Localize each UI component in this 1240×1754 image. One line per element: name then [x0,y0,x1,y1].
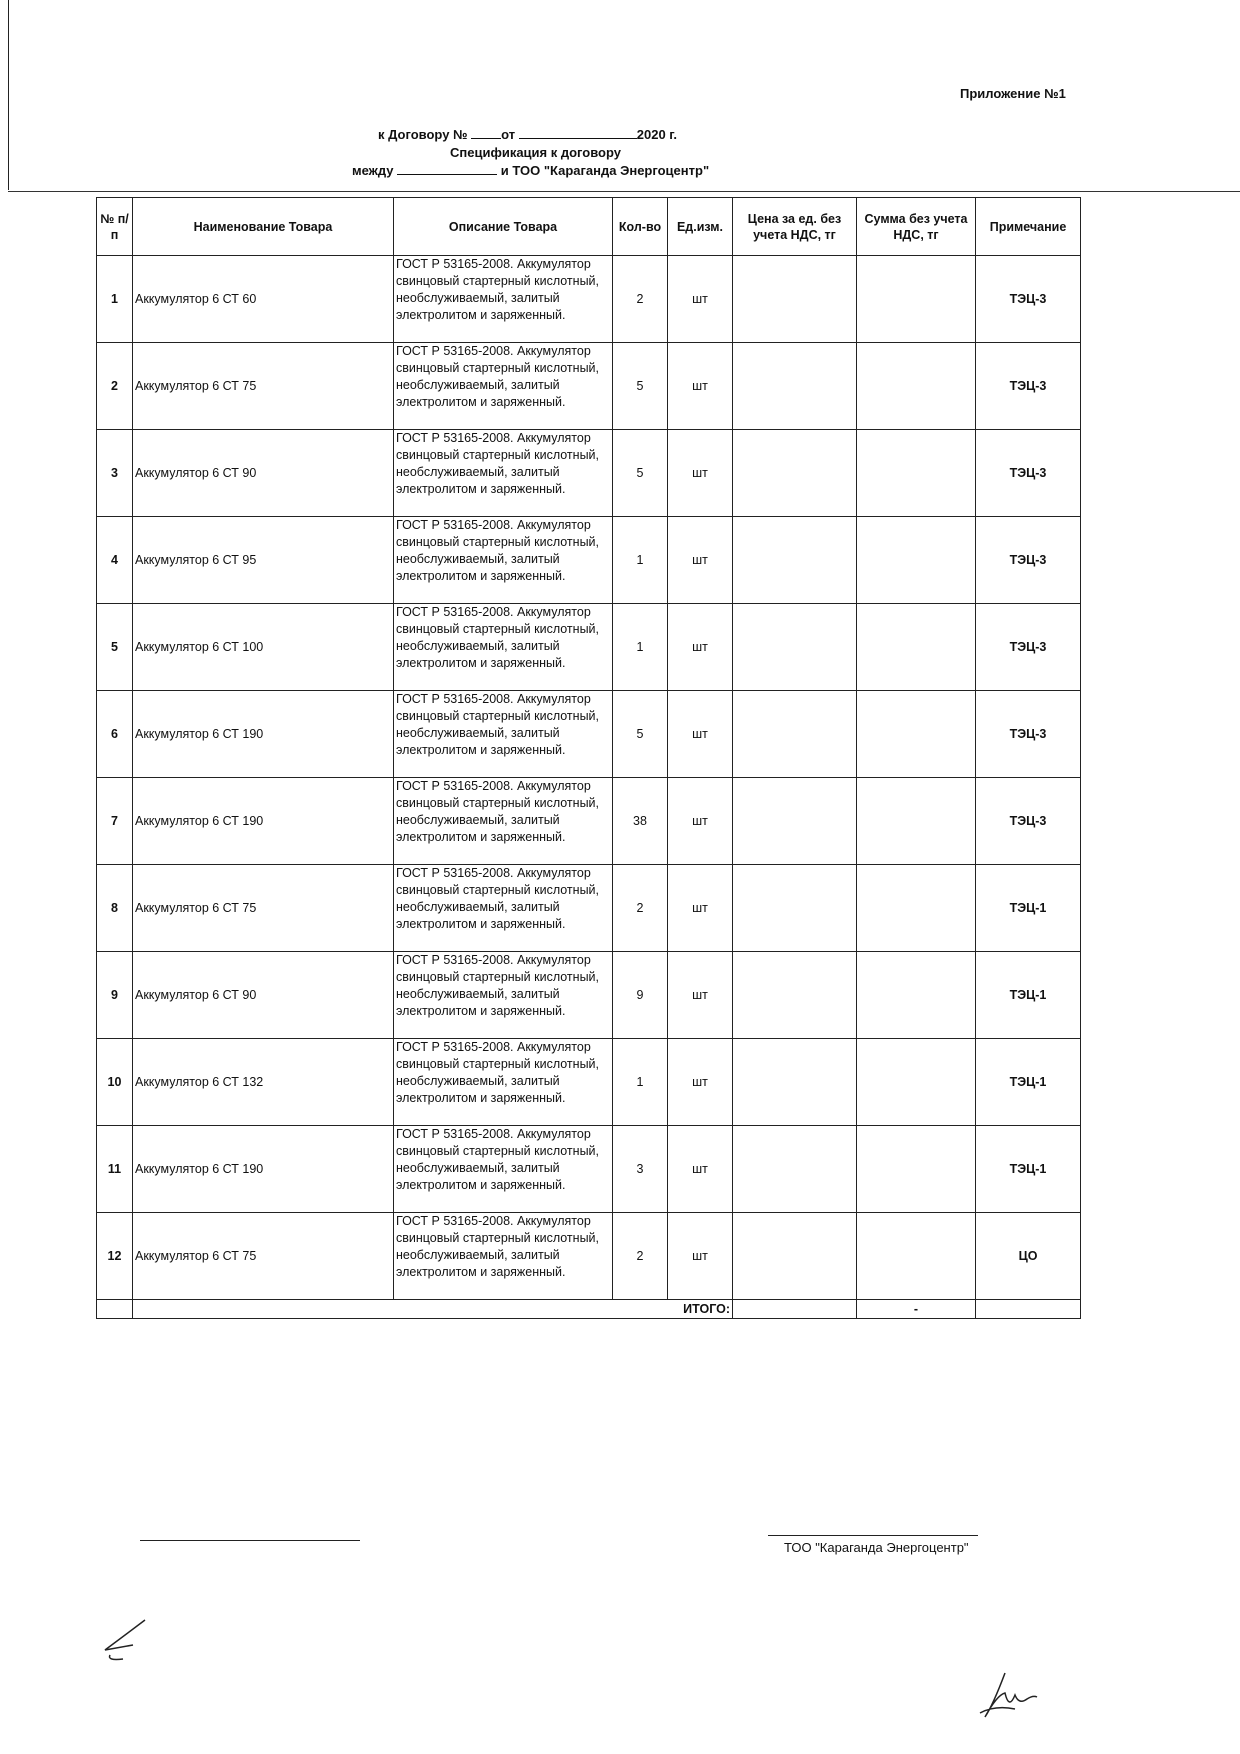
row-name: Аккумулятор 6 СТ 75 [133,865,394,952]
row-unit: шт [668,778,733,865]
row-number: 9 [97,952,133,1039]
row-quantity: 38 [613,778,668,865]
contract-line [300,126,780,144]
contract-number-blank [471,126,501,139]
parties-line [300,162,780,180]
total-sum: - [857,1300,976,1319]
row-price [733,1039,857,1126]
row-price [733,1213,857,1300]
row-sum [857,343,976,430]
row-unit: шт [668,517,733,604]
appendix-label: Приложение №1 [960,86,1066,101]
row-unit: шт [668,952,733,1039]
total-note-cell [976,1300,1081,1319]
row-number: 8 [97,865,133,952]
table-row [97,343,1081,430]
row-sum [857,256,976,343]
row-description: ГОСТ Р 53165-2008. Аккумулятор свинцовый стартерный кислотный, необслуживаемый, залитый электролитом и заряженный. [394,1039,613,1126]
row-description: ГОСТ Р 53165-2008. Аккумулятор свинцовый стартерный кислотный, необслуживаемый, залитый электролитом и заряженный. [394,952,613,1039]
row-quantity: 5 [613,343,668,430]
row-name: Аккумулятор 6 СТ 132 [133,1039,394,1126]
row-number: 2 [97,343,133,430]
row-note: ТЭЦ-1 [976,1039,1081,1126]
row-name: Аккумулятор 6 СТ 90 [133,952,394,1039]
row-note: ТЭЦ-3 [976,778,1081,865]
row-quantity: 2 [613,256,668,343]
row-description: ГОСТ Р 53165-2008. Аккумулятор свинцовый стартерный кислотный, необслуживаемый, залитый электролитом и заряженный. [394,430,613,517]
row-name: Аккумулятор 6 СТ 100 [133,604,394,691]
row-unit: шт [668,865,733,952]
table-header-row [97,198,1081,256]
row-description: ГОСТ Р 53165-2008. Аккумулятор свинцовый стартерный кислотный, необслуживаемый, залитый электролитом и заряженный. [394,256,613,343]
col-quantity: Кол-во [613,198,668,256]
row-number: 11 [97,1126,133,1213]
contract-date-blank [519,126,637,139]
handwritten-signature-right [975,1665,1045,1725]
row-unit: шт [668,691,733,778]
col-description: Описание Товара [394,198,613,256]
row-note: ТЭЦ-3 [976,430,1081,517]
row-price [733,256,857,343]
row-price [733,343,857,430]
row-price [733,952,857,1039]
col-price: Цена за ед. без учета НДС, тг [733,198,857,256]
row-sum [857,604,976,691]
table-row [97,1126,1081,1213]
scan-artifact-line [8,191,1240,192]
row-note: ТЭЦ-3 [976,256,1081,343]
contract-from: от [501,127,516,142]
row-quantity: 2 [613,1213,668,1300]
row-price [733,1126,857,1213]
parties-suffix: и ТОО "Караганда Энергоцентр" [500,163,710,178]
row-note: ТЭЦ-3 [976,343,1081,430]
row-quantity: 3 [613,1126,668,1213]
row-description: ГОСТ Р 53165-2008. Аккумулятор свинцовый стартерный кислотный, необслуживаемый, залитый электролитом и заряженный. [394,517,613,604]
total-label: ИТОГО: [133,1300,733,1319]
row-unit: шт [668,343,733,430]
row-sum [857,952,976,1039]
document-header [300,126,780,180]
total-row [97,1300,1081,1319]
table-row [97,778,1081,865]
row-sum [857,430,976,517]
signature-company: ТОО "Караганда Энергоцентр" [784,1540,969,1555]
row-description: ГОСТ Р 53165-2008. Аккумулятор свинцовый стартерный кислотный, необслуживаемый, залитый электролитом и заряженный. [394,865,613,952]
row-unit: шт [668,256,733,343]
row-description: ГОСТ Р 53165-2008. Аккумулятор свинцовый стартерный кислотный, необслуживаемый, залитый электролитом и заряженный. [394,1126,613,1213]
table-row [97,256,1081,343]
row-price [733,430,857,517]
specification-table [96,197,1081,1319]
row-number: 1 [97,256,133,343]
table-row [97,517,1081,604]
row-sum [857,1126,976,1213]
row-description: ГОСТ Р 53165-2008. Аккумулятор свинцовый стартерный кислотный, необслуживаемый, залитый электролитом и заряженный. [394,343,613,430]
row-price [733,865,857,952]
spec-title: Спецификация к договору [450,145,621,160]
col-sum: Сумма без учета НДС, тг [857,198,976,256]
row-name: Аккумулятор 6 СТ 190 [133,1126,394,1213]
row-price [733,778,857,865]
table-row [97,430,1081,517]
signature-line-left [140,1540,360,1541]
row-quantity: 5 [613,691,668,778]
row-description: ГОСТ Р 53165-2008. Аккумулятор свинцовый стартерный кислотный, необслуживаемый, залитый электролитом и заряженный. [394,778,613,865]
row-name: Аккумулятор 6 СТ 75 [133,343,394,430]
row-number: 10 [97,1039,133,1126]
row-number: 12 [97,1213,133,1300]
row-note: ТЭЦ-1 [976,1126,1081,1213]
row-number: 5 [97,604,133,691]
col-unit: Ед.изм. [668,198,733,256]
row-unit: шт [668,1126,733,1213]
col-name: Наименование Товара [133,198,394,256]
table-row [97,865,1081,952]
row-quantity: 5 [613,430,668,517]
row-number: 4 [97,517,133,604]
table-row [97,1039,1081,1126]
handwritten-signature-left [95,1615,155,1665]
row-quantity: 1 [613,604,668,691]
row-name: Аккумулятор 6 СТ 90 [133,430,394,517]
row-price [733,691,857,778]
row-sum [857,517,976,604]
row-description: ГОСТ Р 53165-2008. Аккумулятор свинцовый стартерный кислотный, необслуживаемый, залитый электролитом и заряженный. [394,691,613,778]
contract-year: 2020 г. [636,127,678,142]
row-name: Аккумулятор 6 СТ 95 [133,517,394,604]
row-note: ТЭЦ-3 [976,604,1081,691]
row-quantity: 1 [613,517,668,604]
row-name: Аккумулятор 6 СТ 75 [133,1213,394,1300]
row-number: 7 [97,778,133,865]
row-note: ТЭЦ-1 [976,952,1081,1039]
row-unit: шт [668,1039,733,1126]
row-quantity: 9 [613,952,668,1039]
scan-edge [8,0,9,190]
row-note: ТЭЦ-3 [976,517,1081,604]
row-quantity: 1 [613,1039,668,1126]
table-row [97,952,1081,1039]
table-row [97,604,1081,691]
row-unit: шт [668,1213,733,1300]
row-name: Аккумулятор 6 СТ 190 [133,778,394,865]
row-sum [857,1039,976,1126]
contract-prefix: к Договору № [378,127,468,142]
row-sum [857,778,976,865]
row-description: ГОСТ Р 53165-2008. Аккумулятор свинцовый стартерный кислотный, необслуживаемый, залитый электролитом и заряженный. [394,604,613,691]
table-row [97,691,1081,778]
row-sum [857,1213,976,1300]
signature-line-right [768,1535,978,1536]
row-name: Аккумулятор 6 СТ 190 [133,691,394,778]
row-price [733,604,857,691]
row-sum [857,691,976,778]
table-row [97,1213,1081,1300]
row-quantity: 2 [613,865,668,952]
row-description: ГОСТ Р 53165-2008. Аккумулятор свинцовый стартерный кислотный, необслуживаемый, залитый электролитом и заряженный. [394,1213,613,1300]
row-unit: шт [668,430,733,517]
total-empty-cell [97,1300,133,1319]
row-sum [857,865,976,952]
row-note: ТЭЦ-3 [976,691,1081,778]
parties-prefix: между [352,163,394,178]
row-unit: шт [668,604,733,691]
col-number: № п/п [97,198,133,256]
row-note: ТЭЦ-1 [976,865,1081,952]
row-note: ЦО [976,1213,1081,1300]
row-number: 6 [97,691,133,778]
party-blank [397,162,497,175]
total-price-cell [733,1300,857,1319]
row-price [733,517,857,604]
row-number: 3 [97,430,133,517]
col-note: Примечание [976,198,1081,256]
row-name: Аккумулятор 6 СТ 60 [133,256,394,343]
